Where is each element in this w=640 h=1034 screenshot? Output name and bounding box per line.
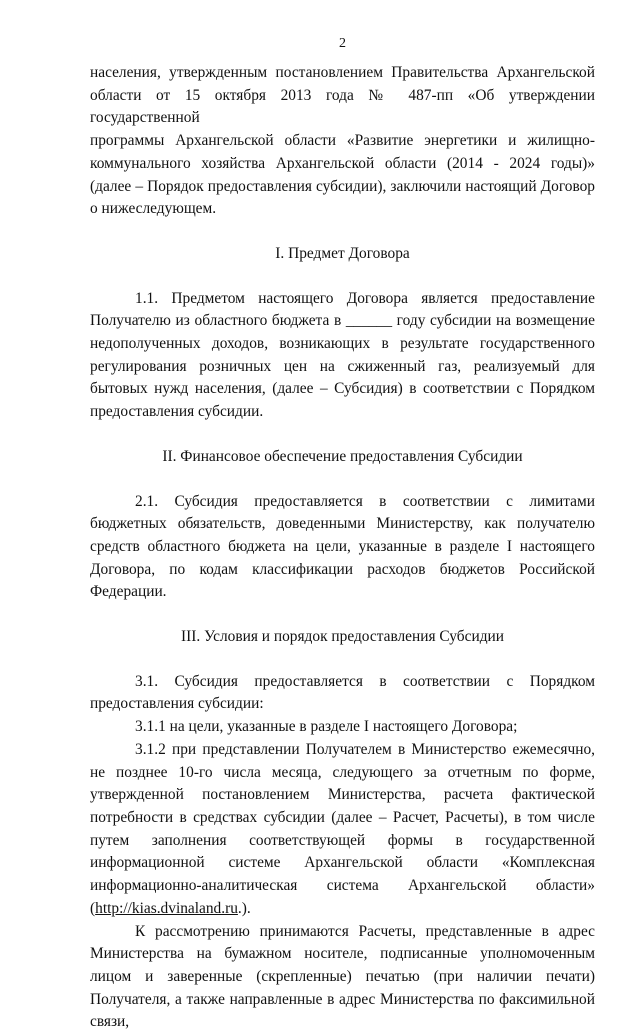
paragraph-3-1-2 xyxy=(90,739,595,921)
paragraph-1-1: 1.1. Предметом настоящего Договора является предоставление Получателю из областного бюджета в ______ году субсидии на возмещение недополученных доходов, возникающих в результате государственного регулирования розничных цен на сжиженный газ, реализуемый для бытовых нужд населения, (далее – Субсидия) в соответствии с Порядком предоставления субсидии. xyxy=(90,288,595,424)
section-heading: III. Условия и порядок предоставления Субсидии xyxy=(90,626,595,649)
paragraph-2-1: 2.1. Субсидия предоставляется в соответствии с лимитами бюджетных обязательств, доведенными Министерству, как получателю средств областного бюджета на цели, указанные в разделе I настоящего Договора, по кодам классификации расходов бюджетов Российской Федерации. xyxy=(90,491,595,605)
intro-line: коммунального хозяйства Архангельской области (2014 - 2024 годы)» xyxy=(90,153,595,176)
intro-line: о нижеследующем. xyxy=(90,198,595,221)
intro-line: населения, утвержденным постановлением Правительства Архангельской xyxy=(90,62,595,85)
intro-paragraph xyxy=(90,62,595,221)
paragraph-3-1: 3.1. Субсидия предоставляется в соответствии с Порядком предоставления субсидии: xyxy=(90,671,595,716)
intro-line: программы Архангельской области «Развитие энергетики и жилищно- xyxy=(90,130,595,153)
kias-link[interactable]: http://kias.dvinaland.ru xyxy=(95,900,238,917)
paragraph-3-1-1: 3.1.1 на цели, указанные в разделе I настоящего Договора; xyxy=(90,716,595,739)
paragraph-calculations: К рассмотрению принимаются Расчеты, представленные в адрес Министерства на бумажном носителе, подписанные уполномоченным лицом и заверенные (скрепленные) печатью (при наличии печати) Получателя, а также направленные в адрес Министерства по факсимильной связи, xyxy=(90,921,595,1034)
intro-line: области от 15 октября 2013 года № 487-пп «Об утверждении государственной xyxy=(90,85,595,130)
section-heading: II. Финансовое обеспечение предоставления Субсидии xyxy=(90,446,595,469)
paragraph-3-1-2-text: 3.1.2 при представлении Получателем в Министерство ежемесячно, не позднее 10-го числа месяца, следующего за отчетным по форме, утвержденной постановлением Министерства, расчета фактической потребности в средствах субсидии (далее – Расчет, Расчеты), в том числе путем заполнения соответствующей формы в государственной информационной системе Архангельской области «Комплексная информационно-аналитическая система Архангельской области» ( xyxy=(90,741,595,917)
paragraph-3-1-2-end: .). xyxy=(238,900,251,917)
document-page xyxy=(90,34,595,1034)
intro-line: (далее – Порядок предоставления субсидии), заключили настоящий Договор xyxy=(90,176,595,199)
page-number: 2 xyxy=(90,34,595,62)
section-heading: I. Предмет Договора xyxy=(90,243,595,266)
